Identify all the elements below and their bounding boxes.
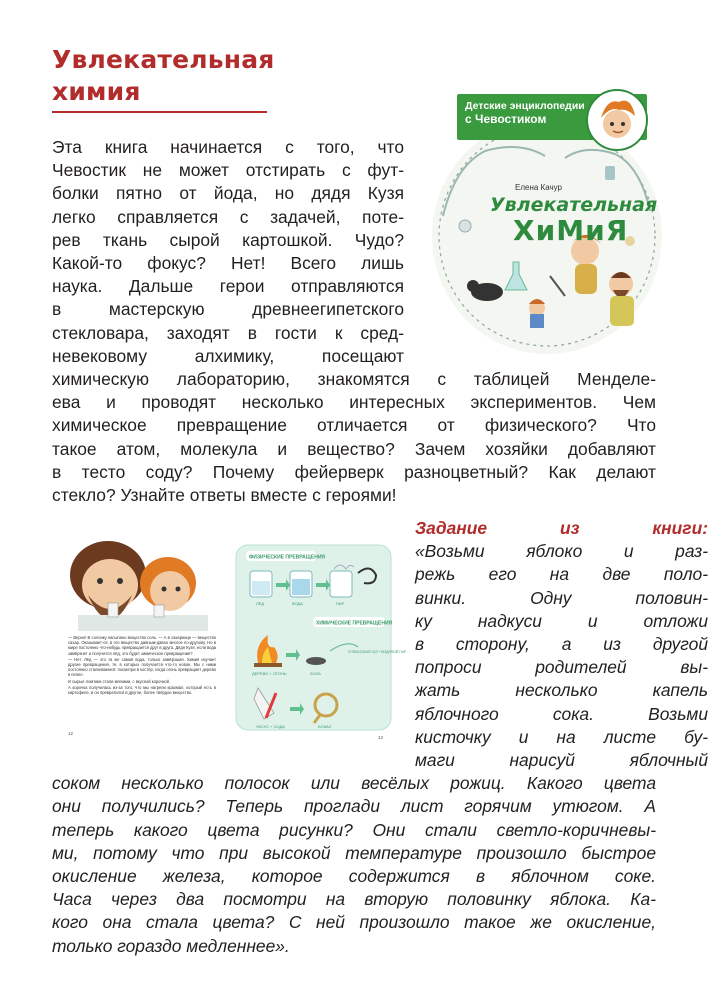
description-line: наука. Дальше герои отправляются (52, 276, 404, 297)
description-line: стекловара, заходят в гости к сред- (52, 322, 404, 343)
task-line: попроси родителей вы- (415, 657, 708, 678)
task-line: маги нарисуй яблочный (415, 750, 708, 771)
description-line: болки пятно от йода, но дядя Кузя (52, 183, 404, 204)
series-line-1: Детские энциклопедии (465, 100, 585, 112)
description-line: Какой-то фокус? Нет! Всего лишь (52, 253, 404, 274)
spread-left-paragraph-4: А корочка получилась из-за того, что мы нагрели крахмал, который есть в картофеле, и он превратился в другое, более твёрдое вещество. (68, 684, 216, 696)
task-line: режь его на две поло- (415, 564, 708, 585)
task-line: яблочного сока. Возьми (415, 703, 708, 724)
description-line: в тесто соду? Почему фейерверк разноцветный? Как делают (52, 461, 656, 482)
spread-caption-water: ВОДА (292, 601, 303, 606)
spread-left-paragraph-3: И сырые ломтики стали мягкими, с вкусной корочкой. (68, 678, 171, 684)
spread-caption-steam: ПАР (336, 601, 345, 606)
book-description (52, 136, 656, 507)
task-line: теперь какого цвета рисунки? Они стали светло-коричневы- (52, 819, 656, 840)
task-line: Часа через два посмотри на вторую половинку яблока. Ка- (52, 889, 656, 910)
description-line: такое атом, молекула и вещество? Зачем хозяйки добавляют (52, 438, 656, 459)
cover-author: Елена Качур (515, 183, 563, 192)
spread-left-paragraph-1: — Верно! В солонку насыпано вещество соль. — А в сахарнице — вещество сахар. Оказывает-ся, в это вещество давным-давно многое по-другому. Но в мире постоянно что-нибудь превращается друг в друга. Дядя Кузя, если вода замёрзнет и получится лёд, это будет химическое превращение? (68, 635, 216, 656)
task-line: ку надкуси и отложи (415, 610, 708, 631)
spread-caption-wood: ДЕРЕВО + ОГОНЬ (252, 671, 287, 676)
spread-caption-vinegar: УКСУС + СОДА (256, 724, 285, 729)
task-line: в сторону, а из другой (415, 634, 708, 655)
task-line: жать несколько капель (415, 680, 708, 701)
series-banner-text (465, 100, 585, 126)
description-line: невековому алхимику, посещают (52, 345, 404, 366)
spread-caption-fume: УГЛЕКИСЛЫЙ ГАЗ + ВОДЯНОЙ ПАР (348, 650, 407, 654)
task-section (52, 517, 708, 958)
spread-left-page-number: 12 (68, 731, 74, 736)
spread-caption-ash: ЗОЛА (310, 671, 321, 676)
task-heading: Задание из книги: (415, 518, 708, 538)
description-line: легко справляется с задачей, поте- (52, 206, 404, 227)
title-underline (52, 111, 267, 113)
task-line: окисление железа, которое содержится в яблочном соке. (52, 866, 656, 887)
description-line: в мастерскую древнеегипетского (52, 299, 404, 320)
description-line: химическую лабораторию, знакомятся с таблицей Менделе- (52, 369, 656, 390)
description-line: стекло? Узнайте ответы вместе с героями! (52, 485, 397, 506)
spread-right-page-number: 13 (378, 735, 384, 740)
description-line: рев ткань сырой картошкой. Чудо? (52, 229, 404, 250)
series-line-2: с Чевостиком (465, 112, 547, 126)
task-line: «Возьми яблоко и раз- (415, 541, 708, 562)
spread-caption-ice: ЛЁД (256, 601, 265, 606)
description-line: химическое превращение отличается от физического? Что (52, 415, 656, 436)
task-line: они получились? Теперь проглади лист горячим утюгом. А (52, 796, 656, 817)
task-line: винки. Одну половин- (415, 587, 708, 608)
cover-title-line-2: ХиМиЯ (513, 214, 629, 247)
spread-physical-label: ФИЗИЧЕСКИЕ ПРЕВРАЩЕНИЯ (249, 554, 326, 561)
cover-title-line-1: Увлекательная (490, 194, 658, 216)
description-line: Чевостик не может отстирать с фут- (52, 160, 404, 181)
description-line: ева и проводят несколько интересных экспериментов. Чем (52, 392, 656, 413)
task-line: соком несколько полосок или весёлых рожиц. Какого цвета (52, 773, 656, 794)
spread-caption-glass: БОКАЛ (318, 724, 332, 729)
description-line: Эта книга начинается с того, что (52, 137, 404, 157)
task-line: кого она стала цвета? С ней произошло такое же окисление, (52, 912, 656, 933)
page-title (52, 44, 275, 108)
title-line-2: химия (52, 77, 141, 106)
title-line-1: Увлекательная (52, 45, 275, 74)
task-line: только гораздо медленнее». (52, 935, 290, 956)
task-line: ми, потому что при высокой температуре произошло быстрое (52, 842, 656, 863)
task-line: кисточку и на листе бу- (415, 726, 708, 747)
spread-chemical-label: ХИМИЧЕСКИЕ ПРЕВРАЩЕНИЯ (316, 620, 393, 627)
spread-left-paragraph-2: — Нет. Лёд — это та же самая вода, только замёрзшая. Химия изучает другие превращения, те, в которых получается что-то новое. Мы с ними постоянно сталкиваемся: посмотри в костёр, когда огонь превращает дерево в пепел. (68, 656, 216, 678)
